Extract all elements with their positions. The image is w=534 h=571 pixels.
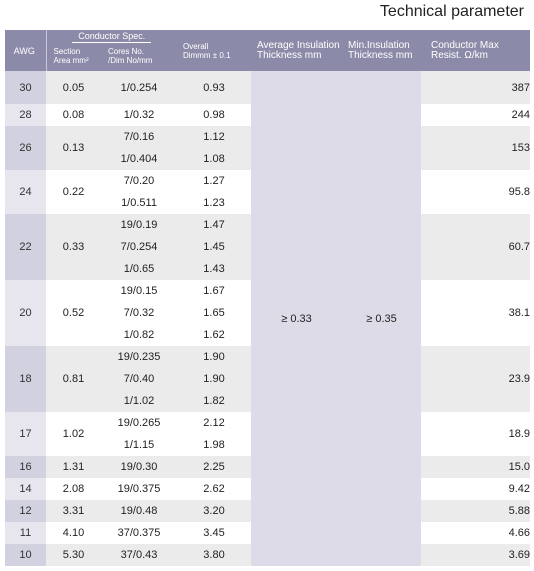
cores-cell: 1/1.02 [101,390,177,412]
overall-dim-cell: 0.93 [177,71,251,104]
awg-cell: 10 [5,544,46,566]
awg-cell: 28 [5,104,46,126]
overall-dim-cell: 2.25 [177,456,251,478]
resistance-cell: 3.69 [421,544,530,566]
resistance-cell: 5.88 [421,500,530,522]
cores-cell: 7/0.16 [101,126,177,148]
section-area-cell: 3.31 [46,500,101,522]
cores-cell: 1/0.65 [101,258,177,280]
awg-cell: 14 [5,478,46,500]
section-area-cell: 0.52 [46,280,101,346]
overall-dim-cell: 0.98 [177,104,251,126]
overall-dim-cell: 1.23 [177,192,251,214]
awg-cell: 24 [5,170,46,214]
cores-cell: 19/0.19 [101,214,177,236]
header-awg: AWG [5,30,46,71]
cores-cell: 7/0.32 [101,302,177,324]
cores-cell: 1/0.82 [101,324,177,346]
cores-cell: 1/0.32 [101,104,177,126]
resistance-cell: 9.42 [421,478,530,500]
resistance-cell: 95.8 [421,170,530,214]
overall-dim-cell: 1.08 [177,148,251,170]
cores-cell: 1/0.511 [101,192,177,214]
awg-cell: 11 [5,522,46,544]
overall-dim-cell: 1.90 [177,368,251,390]
awg-cell: 16 [5,456,46,478]
cores-cell: 19/0.48 [101,500,177,522]
resistance-cell: 23.9 [421,346,530,412]
table-body [5,71,530,566]
overall-dim-cell: 1.47 [177,214,251,236]
cores-cell: 19/0.375 [101,478,177,500]
overall-dim-cell: 1.98 [177,434,251,456]
overall-dim-cell: 3.20 [177,500,251,522]
cores-cell: 1/0.404 [101,148,177,170]
resistance-cell: 4.66 [421,522,530,544]
cores-cell: 1/1.15 [101,434,177,456]
cores-cell: 1/0.254 [101,71,177,104]
section-area-cell: 1.02 [46,412,101,456]
overall-dim-cell: 1.27 [177,170,251,192]
header-min-insulation: Min.Insulation Thickness mm [342,30,421,71]
cores-cell: 7/0.20 [101,170,177,192]
overall-dim-cell: 1.45 [177,236,251,258]
header-section-area: Section Area mm² [46,44,101,71]
header-conductor-max: Conductor Max Resist. Ω/km [421,30,530,71]
awg-cell: 26 [5,126,46,170]
cores-cell: 19/0.265 [101,412,177,434]
awg-cell: 20 [5,280,46,346]
section-area-cell: 0.08 [46,104,101,126]
section-area-cell: 0.22 [46,170,101,214]
min-insulation-cell: ≥ 0.35 [342,71,421,566]
cores-cell: 7/0.40 [101,368,177,390]
section-area-cell: 4.10 [46,522,101,544]
overall-dim-cell: 1.90 [177,346,251,368]
resistance-cell: 244 [421,104,530,126]
cores-cell: 37/0.43 [101,544,177,566]
page-title: Technical parameter [379,3,524,20]
section-area-cell: 5.30 [46,544,101,566]
cores-cell: 7/0.254 [101,236,177,258]
section-area-cell: 0.13 [46,126,101,170]
awg-cell: 30 [5,71,46,104]
section-area-cell: 1.31 [46,456,101,478]
overall-dim-cell: 1.67 [177,280,251,302]
overall-dim-cell: 2.12 [177,412,251,434]
header-conductor-spec: Conductor Spec. [46,30,177,44]
cores-cell: 19/0.15 [101,280,177,302]
overall-dim-cell: 3.80 [177,544,251,566]
overall-dim-cell: 1.12 [177,126,251,148]
header-overall: Overall Dimmm ± 0.1 [177,30,251,71]
header-avg-insulation: Average Insulation Thickness mm [251,30,342,71]
awg-cell: 22 [5,214,46,280]
overall-dim-cell: 2.62 [177,478,251,500]
cores-cell: 37/0.375 [101,522,177,544]
overall-dim-cell: 1.82 [177,390,251,412]
cores-cell: 19/0.235 [101,346,177,368]
resistance-cell: 387 [421,71,530,104]
awg-cell: 18 [5,346,46,412]
resistance-cell: 60.7 [421,214,530,280]
section-area-cell: 0.05 [46,71,101,104]
resistance-cell: 18.9 [421,412,530,456]
avg-insulation-cell: ≥ 0.33 [251,71,342,566]
resistance-cell: 153 [421,126,530,170]
overall-dim-cell: 1.43 [177,258,251,280]
overall-dim-cell: 1.65 [177,302,251,324]
header-cores-no: Cores No. /Dim No/mm [101,44,177,71]
table-row [5,71,530,104]
overall-dim-cell: 3.45 [177,522,251,544]
technical-parameter-table [5,30,530,566]
resistance-cell: 38.1 [421,280,530,346]
section-area-cell: 2.08 [46,478,101,500]
awg-cell: 12 [5,500,46,522]
section-area-cell: 0.33 [46,214,101,280]
awg-cell: 17 [5,412,46,456]
resistance-cell: 15.0 [421,456,530,478]
cores-cell: 19/0.30 [101,456,177,478]
section-area-cell: 0.81 [46,346,101,412]
overall-dim-cell: 1.62 [177,324,251,346]
